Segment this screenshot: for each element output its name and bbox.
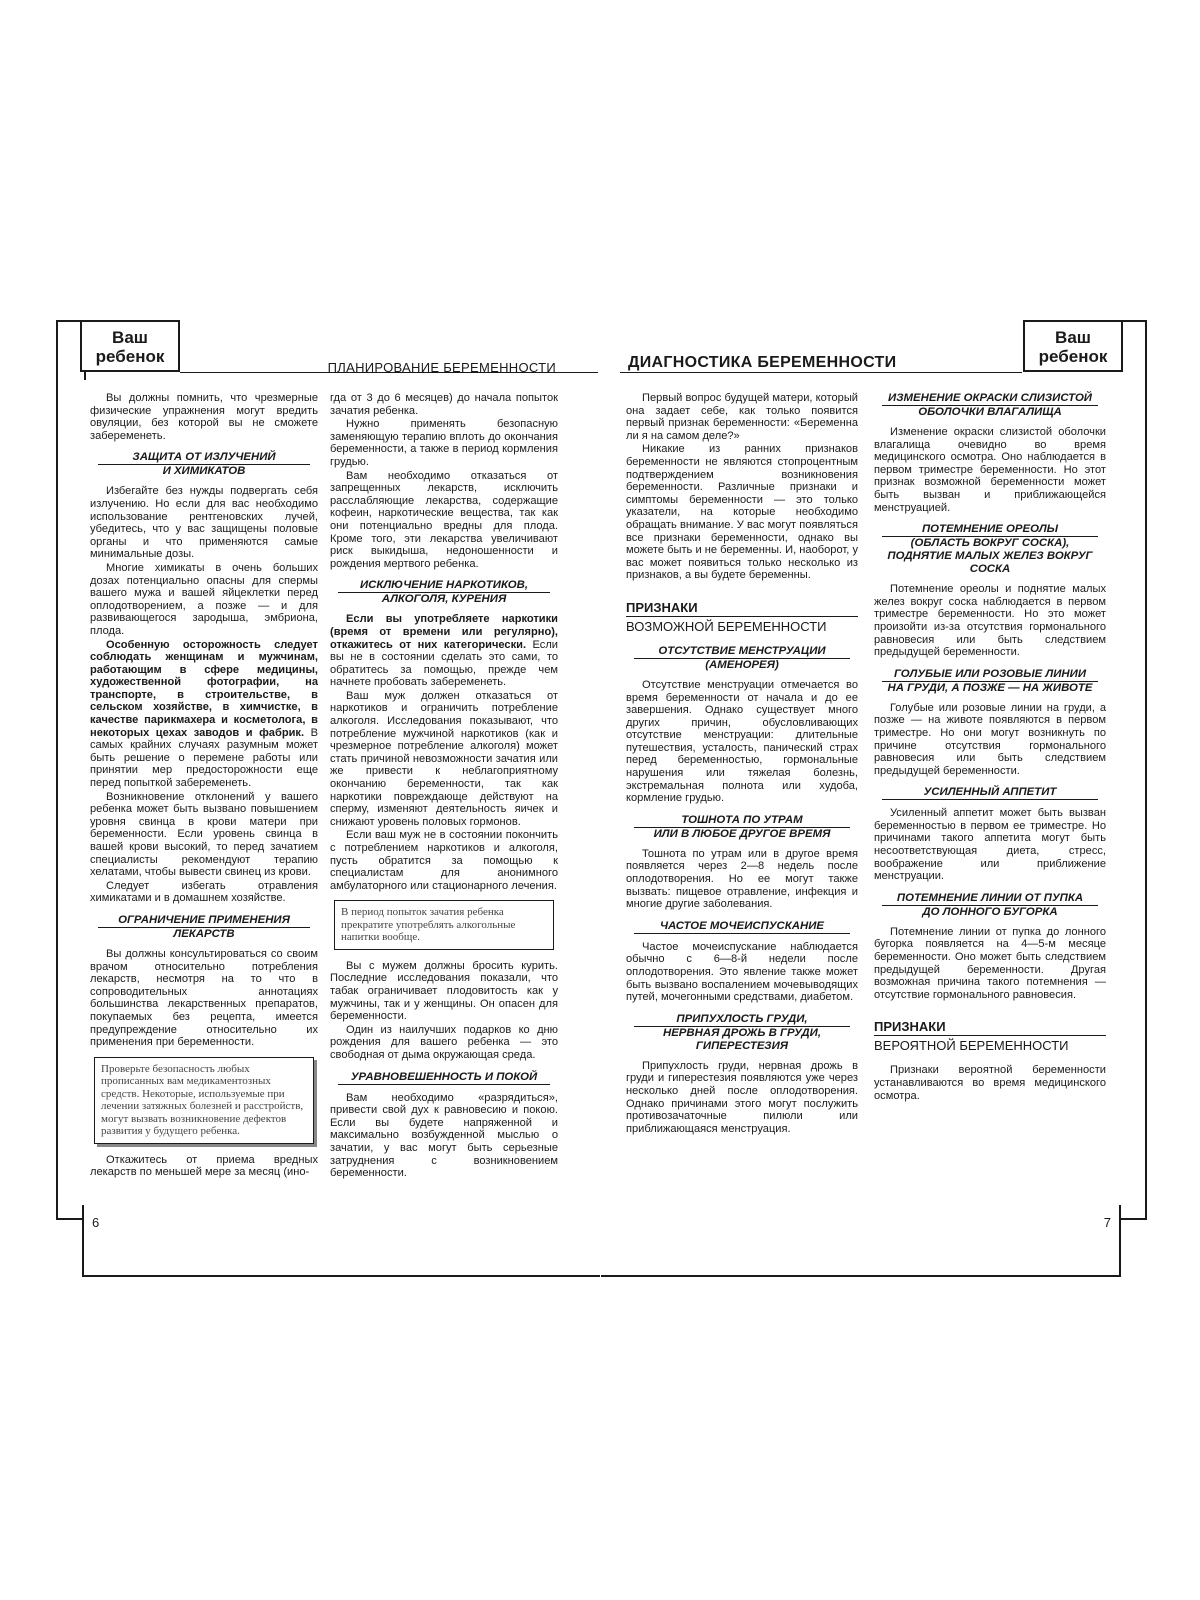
right-column-1 [626,392,858,1136]
subheading-line: НЕРВНАЯ ДРОЖЬ В ГРУДИ, ГИПЕРЕСТЕЗИЯ [662,1026,822,1052]
subheading-line: ОТСУТСТВИЕ МЕНСТРУАЦИИ [634,645,850,659]
text: Если вы не в состоянии сделать это сами, то обратитесь за помощью, прежде чем начнете пробовать забеременеть. [330,638,558,689]
paragraph: Вы должны помнить, что чрезмерные физические упражнения могут вредить овуляции, без которой вы не сможете забеременеть. [90,392,318,442]
subheading-breast [634,1013,850,1053]
paragraph: Если ваш муж не в состоянии покончить с потреблением наркотиков и алкоголя, пусть обратится за помощью к специалистам для анонимного амбулаторного или стационарного лечения. [330,829,558,892]
subheading-line: ТОШНОТА ПО УТРАМ [634,814,850,828]
paragraph: Нужно применять безопасную заменяющую терапию вплоть до окончания беременности, а также в период кормления грудью. [330,418,558,468]
paragraph [90,639,318,790]
frame-right-line [1145,320,1147,1220]
subheading-line: ИЗМЕНЕНИЕ ОКРАСКИ СЛИЗИСТОЙ [882,392,1098,406]
paragraph: Никакие из ранних признаков беременности не являются стопроцентным подтверждением возникновения беременности. Различные признаки и симптомы беременности — это только указатели, на которые необходимо обращать внимание. У вас могут появляться все признаки беременности, однако вы можете быть и не беременны. И, наоборот, у вас может появиться только несколько из признаков, а вы будете беременны. [626,443,858,582]
subheading-mucosa [882,392,1098,419]
paragraph: Многие химикаты в очень больших дозах потенциально опасны для спермы вашего мужа и вашей яйцеклетки перед оплодотворением, а позже — и для развивающегося зародыша, эмбриона, плода. [90,561,318,637]
paragraph: Усиленный аппетит может быть вызван беременностью в первом ее триместре. Но причинами такого аппетита могут быть несоответствующая диета, стресс, воображение или приближение менструации. [874,807,1106,883]
left-page [48,320,598,1290]
section-badge: Ваш ребенок [80,320,180,372]
subheading-line: ПРИПУХЛОСТЬ ГРУДИ, [634,1013,850,1027]
section-badge: Ваш ребенок [1023,320,1123,372]
paragraph: Вам необходимо «разрядиться», привести свой дух к равновесию и покою. Если вы будете напряженной и максимально возбужденной мыслью о зачатии, у вас могут быть серьезные затруднения с возникновением беременности. [330,1091,558,1180]
paragraph: Припухлость груди, нервная дрожь в груди и гиперестезия появляются уже через несколько дней после оплодотворения. Однако причинами этого могут послужить противозачаточные пилюли или приближающаяся менструация. [626,1059,858,1135]
frame-bottom-line [1121,1218,1147,1220]
paragraph: Вам необходимо отказаться от запрещенных лекарств, исключить расслабляющие лекарства, содержащие кофеин, наркотические вещества, так как они потенциально вредны для плода. Кроме того, эти лекарства увеличивают риск выкидыша, недоношенности и рождения мертвого ребенка. [330,469,558,570]
paragraph: Частое мочеиспускание наблюдается обычно с 6—8-й недели после оплодотворения. Это явление также может быть вызвано воспалением мочевыводящих путей, мочегонными средствами, диабетом. [626,940,858,1004]
subheading-medications [98,914,310,941]
paragraph: Вы с мужем должны бросить курить. Последние исследования показали, что табак ограничивает плодовитость как у мужчины, так и у женщины. Он опасен для беременности. [330,959,558,1023]
subheading-nausea [634,814,850,841]
subheading-line: ЧАСТОЕ МОЧЕИСПУСКАНИЕ [634,920,850,934]
running-head: ПЛАНИРОВАНИЕ БЕРЕМЕННОСТИ [327,360,556,375]
paragraph: Первый вопрос будущей матери, который она задает себе, как только появится первый признак беременности: «Беременна ли я на самом деле?» [626,392,858,442]
paragraph: Голубые или розовые линии на груди, а позже — на животе появляются в первом триместре. Но они могут возникнуть по причине отсутствия гормонального равновесия или быть следствием предыдущей беременности. [874,701,1106,777]
subheading-line: ПОТЕМНЕНИЕ ЛИНИИ ОТ ПУПКА [882,892,1098,906]
subheading-line: УСИЛЕННЫЙ АППЕТИТ [882,786,1098,800]
subheading-line: ДО ЛОННОГО БУГОРКА [922,905,1058,918]
paragraph: Следует избегать отравления химикатами и в домашнем хозяйстве. [90,879,318,905]
subheading-urination [634,920,850,934]
subheading-line: ИСКЛЮЧЕНИЕ НАРКОТИКОВ, [338,579,550,593]
subheading-line: (ОБЛАСТЬ ВОКРУГ СОСКА), ПОДНЯТИЕ МАЛЫХ ЖЕЛЕЗ ВОКРУГ СОСКА [887,537,1093,576]
page-number: 7 [1103,1215,1111,1230]
right-column-2 [874,392,1106,1103]
running-head-rule [620,372,1022,373]
paragraph: Изменение окраски слизистой оболочки влагалища очевидно во время медицинского осмотра. Оно наблюдается в первом триместре беременности. Но этот признак возможной беременности может быть вызван и приближающейся менструацией. [874,426,1106,514]
subheading-radiation [98,451,310,478]
paragraph: Потемнение ореолы и поднятие малых желез вокруг соска наблюдается в первом триместре беременности. Но это может произойти из-за отсутствия гормонального равновесия или быть следствием предыдущей беременности. [874,583,1106,659]
paragraph: Вы должны консультироваться со своим врачом относительно потребления лекарств, несмотря на то что в сопроводительных аннотациях большинства лекарственных препаратов, покупаемых без рецепта, имеется предупреждение относительно их применения при беременности. [90,947,318,1049]
subheading-line: ПОТЕМНЕНИЕ ОРЕОЛЫ [882,523,1098,537]
frame-right-line-bottom [1119,1205,1121,1277]
paragraph [330,613,558,689]
subheading-appetite [882,786,1098,800]
subheading-amenorrhea [634,645,850,672]
paragraph: Отсутствие менструации отмечается во время беременности от начала и до ее завершения. Однако существует много других причин, обусловливающих отсутствие менструации: длительные путешествия, усталость, панический страх перед беременностью, гормональные нарушения или тяжелая болезнь, экстремальная полнота или худоба, кормление грудью. [626,678,858,805]
left-column-2 [330,392,558,1181]
section-heading-top: ПРИЗНАКИ [874,1019,946,1035]
note-box: Проверьте безопасность любых прописанных вам медикаментозных средств. Некоторые, используемые при лечении затяжных болезней и расстройств, могут вызвать возникновение дефектов развития у будущего ребенка. [94,1057,314,1144]
subheading-areola [882,523,1098,576]
section-heading-bottom: ВОЗМОЖНОЙ БЕРЕМЕННОСТИ [626,616,858,635]
paragraph: Один из наилучших подарков ко дню рождения для вашего ребенка — это свободная от дыма окружающая среда. [330,1023,558,1062]
subheading-line: И ХИМИКАТОВ [162,465,246,478]
subheading-lines [882,668,1098,695]
subheading-line: ОБОЛОЧКИ ВЛАГАЛИЩА [918,406,1062,418]
subheading-line: (АМЕНОРЕЯ) [705,658,779,671]
subheading-line: ЛЕКАРСТВ [173,927,235,940]
paragraph: Ваш муж должен отказаться от наркотиков и ограничить потребление алкоголя. Исследования показывают, что потребление мужчиной наркотиков (как и чрезмерное потребление алкоголя) может стать причиной невозможности зачатия или же привести к неблагоприятному окончанию беременности, так как наркотики повреждающе действуют на сперму, изменяют деятельность яичек и снижают уровень половых гормонов. [330,689,558,828]
paragraph: Откажитесь от приема вредных лекарств по меньшей мере за месяц (ино- [90,1153,318,1179]
page-number: 6 [92,1215,100,1230]
subheading-calm [338,1071,550,1085]
left-column-1 [90,392,318,1180]
subheading-line: ЗАЩИТА ОТ ИЗЛУЧЕНИЙ [98,451,310,465]
frame-left-line [56,320,58,1220]
bold-text: Особенную осторожность следует соблюдать женщинам и мужчинам, работающим в сфере медицины, художественной фотографии, на транспорте, в строительстве, в сельском хозяйстве, в химчистке, в качестве парикмахера и косметолога, в некоторых цехах заводов и фабрик. [90,638,318,739]
section-heading-bottom: ВЕРОЯТНОЙ БЕРЕМЕННОСТИ [874,1035,1106,1054]
subheading-line: НА ГРУДИ, А ПОЗЖЕ — НА ЖИВОТЕ [887,681,1093,694]
running-head: ДИАГНОСТИКА БЕРЕМЕННОСТИ [628,354,897,371]
paragraph: Потемнение линии от пупка до лонного бугорка появляется на 4—5-м месяце беременности. Оно может быть следствием предыдущей беременности. Другая возможная причина такого потемнения — отсутствие гормонального равновесия. [874,925,1106,1001]
frame-left-line-bottom [82,1205,84,1277]
section-heading-probable [874,1019,1106,1054]
paragraph: Тошнота по утрам или в другое время появляется через 2—8 недель после оплодотворения. Но ее могут также вызвать: пищевое отравление, инфекция и многие другие заболевания. [626,847,858,911]
right-page [600,320,1155,1290]
paragraph: Избегайте без нужды подвергать себя излучению. Но если для вас необходимо использование рентгеновских лучей, убедитесь, что у вас защищены половые органы и что применяются самые минимальные дозы. [90,485,318,561]
frame-bottom-line-2 [601,1275,1121,1277]
subheading-line: ОГРАНИЧЕНИЕ ПРИМЕНЕНИЯ [98,914,310,928]
section-heading-possible [626,600,858,635]
paragraph: Признаки вероятной беременности устанавливаются во время медицинского осмотра. [874,1064,1106,1102]
text: В самых крайних случаях разумным может быть решение о перемене работы или принятии мер предосторожности еще перед попыткой забеременеть. [90,726,319,790]
subheading-line: ГОЛУБЫЕ ИЛИ РОЗОВЫЕ ЛИНИИ [882,668,1098,682]
note-box: В период попыток зачатия ребенка прекратите употреблять алкогольные напитки вообще. [334,900,554,950]
subheading-navel-line [882,892,1098,919]
subheading-line: ИЛИ В ЛЮБОЕ ДРУГОЕ ВРЕМЯ [653,827,831,840]
subheading-drugs [338,579,550,606]
paragraph: гда от 3 до 6 месяцев) до начала попыток зачатия ребенка. [330,392,558,417]
section-heading-top: ПРИЗНАКИ [626,599,698,615]
subheading-line: УРАВНОВЕШЕННОСТЬ И ПОКОЙ [338,1071,550,1085]
paragraph: Возникновение отклонений у вашего ребенка может быть вызвано повышением уровня свинца в крови матери при беременности. Если уровень свинца в вашей крови высокий, то перед зачатием специалисты рекомендуют терапию хелатами, чтобы вывести свинец из крови. [90,790,318,879]
bold-text: Если вы употребляете наркотики (время от времени или регулярно), откажитесь от них категорически. [330,613,558,651]
frame-bottom-line [56,1218,82,1220]
frame-bottom-line-2 [82,1275,600,1277]
subheading-line: АЛКОГОЛЯ, КУРЕНИЯ [381,593,507,606]
